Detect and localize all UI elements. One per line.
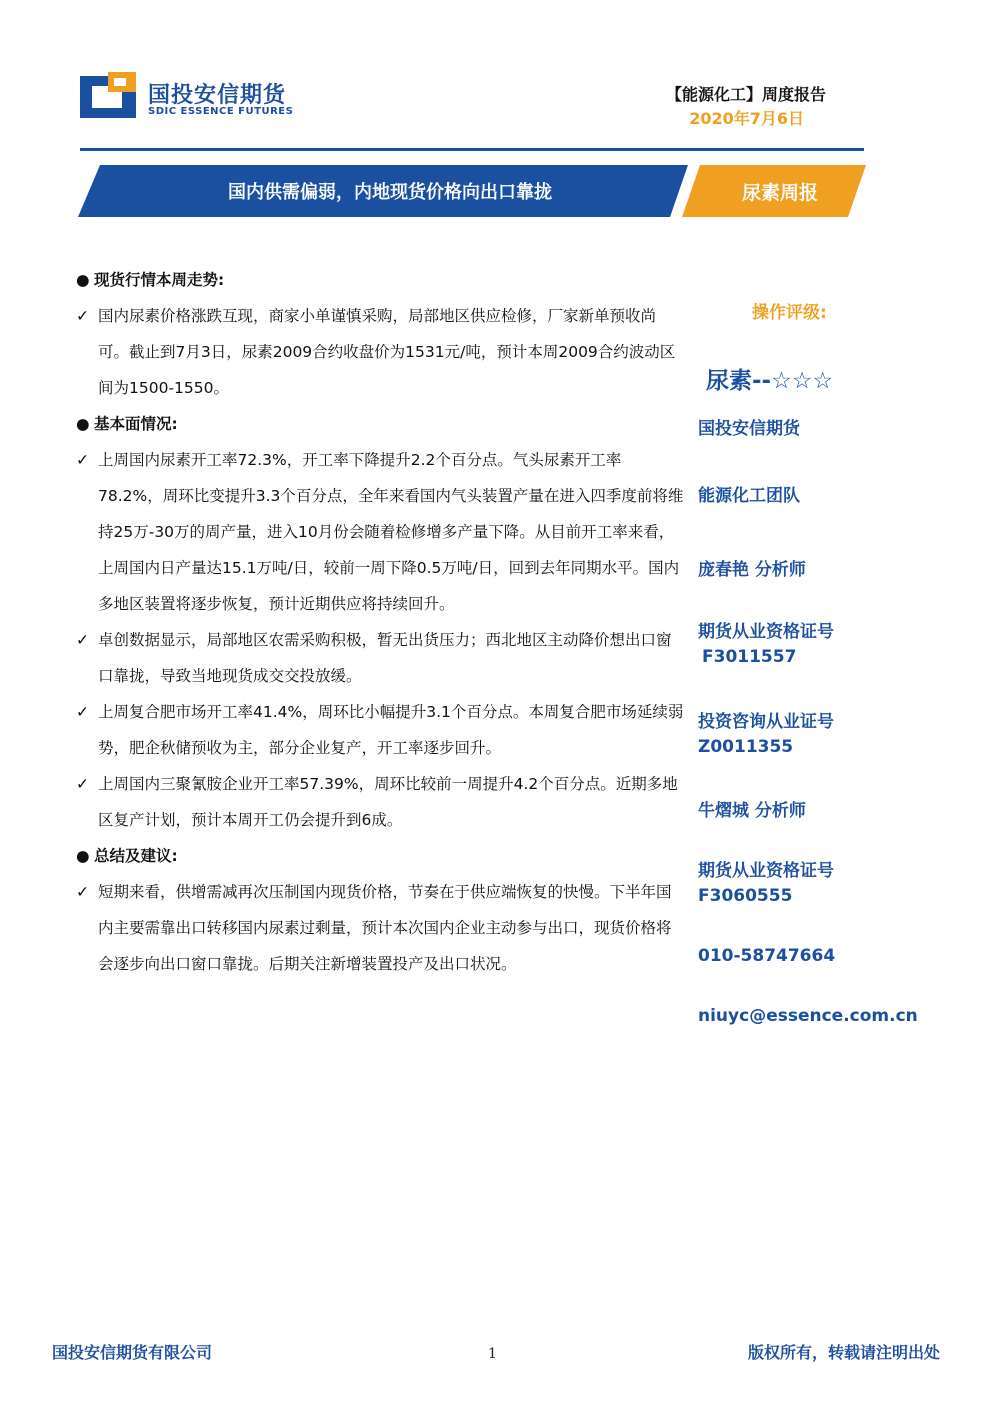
list-item-text: 短期来看，供增需减再次压制国内现货价格，节奏在于供应端恢复的快慢。下半年国内主要需靠出口转移国内尿素过剩量，预计本次国内企业主动参与出口，现货价格将会逐步向出口窗口靠拢。后期关注新增装置投产及出口状况。 <box>98 883 672 973</box>
section-heading <box>76 262 686 298</box>
footer-company: 国投安信期货有限公司 <box>52 1343 213 1362</box>
section-heading <box>76 838 686 874</box>
logo-en-text: SDIC ESSENCE FUTURES <box>148 106 294 117</box>
section-heading-text: 总结及建议: <box>94 847 178 865</box>
section-heading-text: 基本面情况: <box>94 415 178 433</box>
rating-value: 尿素--☆☆☆ <box>706 368 833 394</box>
report-type: 【能源化工】周度报告 <box>665 85 826 104</box>
banner-tag: 尿素周报 <box>741 182 818 204</box>
analyst-name: 牛熠城 分析师 <box>698 801 806 821</box>
footer-copyright: 版权所有，转载请注明出处 <box>747 1343 940 1362</box>
cert-number: F3060555 <box>698 886 793 906</box>
logo-cn-text: 国投安信期货 <box>148 83 287 108</box>
list-item <box>76 442 686 622</box>
list-item <box>76 298 686 406</box>
section-heading-text: 现货行情本周走势: <box>94 271 225 289</box>
email-address: niuyc@essence.com.cn <box>698 1006 918 1026</box>
list-item <box>76 766 686 838</box>
check-icon: ✓ <box>76 883 89 901</box>
check-icon: ✓ <box>76 775 89 793</box>
bullet-icon: ● <box>76 271 90 289</box>
page-number: 1 <box>488 1346 497 1362</box>
cert-number: F3011557 <box>702 647 797 667</box>
list-item-text: 上周国内尿素开工率72.3%，开工率下降提升2.2个百分点。气头尿素开工率78.2%，周环比变提升3.3个百分点，全年来看国内气头装置产量在进入四季度前将维持25万-30万的周产量，进入10月份会随着检修增多产量下降。从目前开工率来看，上周国内日产量达15.1万吨/日，较前一周下降0.5万吨/日，回到去年同期水平。国内多地区装置将逐步恢复，预计近期供应将持续回升。 <box>98 451 684 613</box>
phone-number: 010-58747664 <box>698 946 836 966</box>
consult-number: Z0011355 <box>698 737 794 757</box>
check-icon: ✓ <box>76 703 89 721</box>
list-item-text: 卓创数据显示，局部地区农需采购积极，暂无出货压力；西北地区主动降价想出口窗口靠拢，导致当地现货成交交投放缓。 <box>98 631 672 685</box>
sidebar-team: 能源化工团队 <box>698 486 800 506</box>
analyst-name: 庞春艳 分析师 <box>698 560 806 580</box>
company-logo <box>80 72 320 122</box>
list-item-text: 上周复合肥市场开工率41.4%，周环比小幅提升3.1个百分点。本周复合肥市场延续弱势，肥企秋储预收为主，部分企业复产，开工率逐步回升。 <box>98 703 684 757</box>
check-icon: ✓ <box>76 631 89 649</box>
rating-label: 操作评级: <box>752 303 827 323</box>
header-rule <box>80 148 864 151</box>
consult-label: 投资咨询从业证号 <box>698 712 834 732</box>
report-date: 2020年7月6日 <box>689 109 804 128</box>
cert-label: 期货从业资格证号 <box>698 861 834 881</box>
bullet-icon: ● <box>76 415 90 433</box>
bullet-icon: ● <box>76 847 90 865</box>
list-item <box>76 694 686 766</box>
sidebar-company: 国投安信期货 <box>698 419 800 439</box>
check-icon: ✓ <box>76 307 89 325</box>
banner-title: 国内供需偏弱，内地现货价格向出口靠拢 <box>228 182 552 203</box>
list-item-text: 国内尿素价格涨跌互现，商家小单谨慎采购，局部地区供应检修，厂家新单预收尚可。截止到7月3日，尿素2009合约收盘价为1531元/吨，预计本周2009合约波动区间为1500-1550。 <box>98 307 676 397</box>
list-item-text: 上周国内三聚氰胺企业开工率57.39%，周环比较前一周提升4.2个百分点。近期多地区复产计划，预计本周开工仍会提升到6成。 <box>98 775 678 829</box>
main-content <box>76 262 686 982</box>
list-item <box>76 874 686 982</box>
cert-label: 期货从业资格证号 <box>698 622 834 642</box>
logo-mark-icon <box>80 72 136 118</box>
list-item <box>76 622 686 694</box>
check-icon: ✓ <box>76 451 89 469</box>
section-heading <box>76 406 686 442</box>
